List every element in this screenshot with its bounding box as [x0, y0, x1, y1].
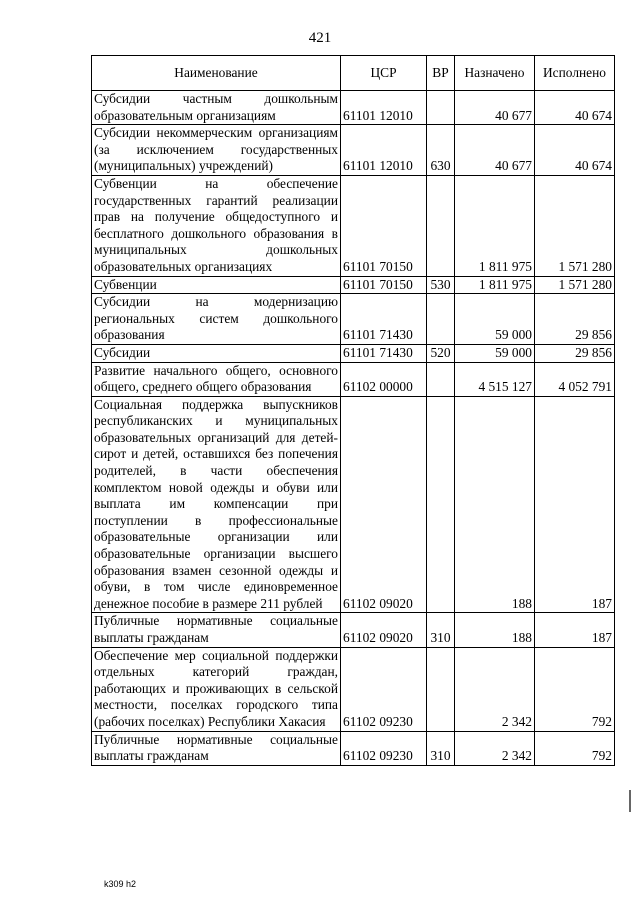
row-plan: 40 677	[455, 125, 535, 176]
row-exec: 187	[535, 396, 615, 613]
row-vr	[427, 294, 455, 345]
page-number: 421	[308, 30, 332, 46]
row-exec: 187	[535, 613, 615, 647]
row-vr: 520	[427, 344, 455, 362]
row-exec: 792	[535, 647, 615, 731]
row-name: Обеспечение мер социальной поддержки отдельных категорий граждан, работающих и проживающих в сельской местности, поселках городского типа (рабочих поселках) Республики Хакасия	[92, 647, 341, 731]
header-csr: ЦСР	[341, 56, 427, 91]
row-name: Публичные нормативные социальные выплаты гражданам	[92, 731, 341, 765]
row-plan: 59 000	[455, 344, 535, 362]
table-row	[92, 175, 615, 276]
row-vr: 530	[427, 276, 455, 294]
row-name: Субвенции	[92, 276, 341, 294]
row-plan: 59 000	[455, 294, 535, 345]
table-header-row	[92, 56, 615, 91]
table-row	[92, 125, 615, 176]
row-csr: 61102 09230	[341, 731, 427, 765]
row-exec: 40 674	[535, 125, 615, 176]
row-vr	[427, 396, 455, 613]
table-row	[92, 344, 615, 362]
row-name: Развитие начального общего, основного общего, среднего общего образования	[92, 362, 341, 396]
row-csr: 61101 12010	[341, 125, 427, 176]
header-plan: Назначено	[455, 56, 535, 91]
row-exec: 4 052 791	[535, 362, 615, 396]
row-plan: 40 677	[455, 91, 535, 125]
row-vr	[427, 362, 455, 396]
row-csr: 61102 09020	[341, 613, 427, 647]
row-csr: 61101 12010	[341, 91, 427, 125]
table-row	[92, 362, 615, 396]
table-row	[92, 647, 615, 731]
table-row	[92, 91, 615, 125]
row-plan: 4 515 127	[455, 362, 535, 396]
row-csr: 61101 71430	[341, 294, 427, 345]
row-plan: 1 811 975	[455, 276, 535, 294]
row-vr	[427, 91, 455, 125]
table-row	[92, 276, 615, 294]
row-name: Социальная поддержка выпускников республиканских и муниципальных образовательных организаций для детей-сирот и детей, оставшихся без попечения родителей, в части обеспечения комплектом новой одежды и обуви или выплата им компенсации при поступлении в профессиональные образовательные организации или образовательные организации высшего образования взамен сезонной одежды и обуви, в том числе единовременное денежное пособие в размере 211 рублей	[92, 396, 341, 613]
row-name: Субвенции на обеспечение государственных гарантий реализации прав на получение общедоступного и бесплатного дошкольного образования в муниципальных дошкольных образовательных организациях	[92, 175, 341, 276]
header-name: Наименование	[92, 56, 341, 91]
row-name: Субсидии частным дошкольным образовательным организациям	[92, 91, 341, 125]
row-exec: 1 571 280	[535, 175, 615, 276]
header-exec: Исполнено	[535, 56, 615, 91]
scan-edge-mark	[629, 790, 631, 812]
row-exec: 40 674	[535, 91, 615, 125]
row-plan: 2 342	[455, 731, 535, 765]
table-row	[92, 294, 615, 345]
row-exec: 792	[535, 731, 615, 765]
budget-table	[91, 55, 615, 766]
row-name: Субсидии некоммерческим организациям (за исключением государственных (муниципальных) учреждений)	[92, 125, 341, 176]
row-plan: 188	[455, 396, 535, 613]
row-plan: 188	[455, 613, 535, 647]
table-row	[92, 613, 615, 647]
row-name: Субсидии на модернизацию региональных систем дошкольного образования	[92, 294, 341, 345]
row-exec: 1 571 280	[535, 276, 615, 294]
row-csr: 61101 70150	[341, 175, 427, 276]
row-name: Субсидии	[92, 344, 341, 362]
row-exec: 29 856	[535, 344, 615, 362]
row-csr: 61102 09230	[341, 647, 427, 731]
row-vr: 310	[427, 613, 455, 647]
row-vr	[427, 175, 455, 276]
row-name: Публичные нормативные социальные выплаты гражданам	[92, 613, 341, 647]
row-csr: 61101 71430	[341, 344, 427, 362]
row-exec: 29 856	[535, 294, 615, 345]
row-plan: 1 811 975	[455, 175, 535, 276]
row-vr: 630	[427, 125, 455, 176]
row-plan: 2 342	[455, 647, 535, 731]
row-vr	[427, 647, 455, 731]
row-csr: 61101 70150	[341, 276, 427, 294]
row-csr: 61102 09020	[341, 396, 427, 613]
row-csr: 61102 00000	[341, 362, 427, 396]
table-row	[92, 396, 615, 613]
footer-code: k309 h2	[104, 879, 137, 889]
table-row	[92, 731, 615, 765]
row-vr: 310	[427, 731, 455, 765]
header-vr: ВР	[427, 56, 455, 91]
